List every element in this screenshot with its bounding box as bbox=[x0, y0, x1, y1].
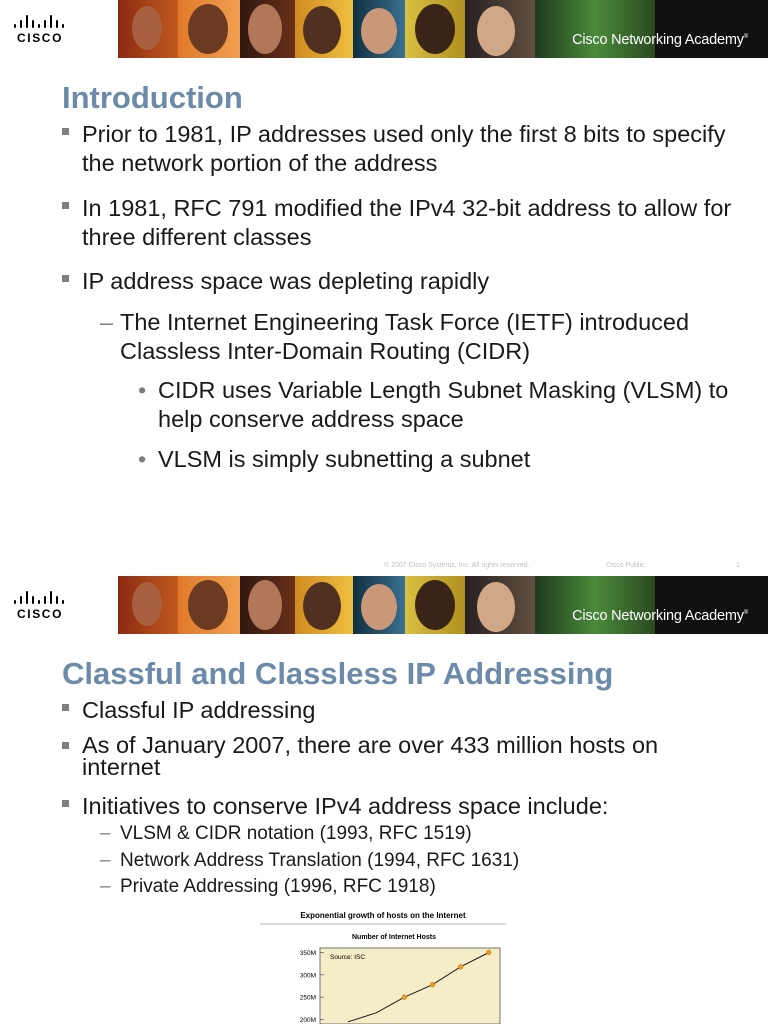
academy-label: Cisco Networking Academy bbox=[572, 32, 744, 48]
header-banner bbox=[0, 0, 768, 58]
banner-photo bbox=[295, 576, 353, 634]
banner-photo bbox=[240, 0, 295, 58]
footer-classification: Cisco Public bbox=[606, 562, 645, 569]
slide-title: Classful and Classless IP Addressing bbox=[62, 656, 614, 691]
header-banner bbox=[0, 576, 768, 634]
banner-photo bbox=[465, 0, 535, 58]
cisco-logo bbox=[0, 0, 118, 58]
y-tick-label: 200M bbox=[299, 1017, 316, 1024]
sub-bullet-item: – Network Address Translation (1994, RFC 1631) bbox=[100, 848, 519, 874]
cisco-wordmark: CISCO bbox=[17, 31, 64, 45]
academy-brand bbox=[528, 576, 768, 634]
square-bullet-icon bbox=[62, 202, 69, 209]
banner-photo bbox=[353, 0, 405, 58]
square-bullet-icon bbox=[62, 742, 69, 749]
bullet-item: Prior to 1981, IP addresses used only the first 8 bits to specify the network portion of the address bbox=[62, 120, 742, 178]
academy-label: Cisco Networking Academy bbox=[572, 608, 744, 624]
bullet-item: Classful IP addressing bbox=[62, 696, 742, 725]
bullet-item: Initiatives to conserve IPv4 address space include: bbox=[62, 792, 742, 821]
chart-canvas bbox=[258, 906, 508, 1024]
data-point bbox=[430, 982, 435, 987]
banner-photo bbox=[405, 0, 465, 58]
bullet-item: IP address space was depleting rapidly bbox=[62, 267, 742, 296]
footer-copyright: © 2007 Cisco Systems, Inc. All rights reserved. bbox=[384, 562, 530, 569]
academy-brand bbox=[528, 0, 768, 58]
chart-title: Exponential growth of hosts on the Internet bbox=[300, 911, 466, 920]
square-bullet-icon bbox=[62, 275, 69, 282]
banner-photo bbox=[178, 576, 240, 634]
y-tick-label: 300M bbox=[299, 972, 316, 980]
subsub-bullet-item: • CIDR uses Variable Length Subnet Masking (VLSM) to help conserve address space bbox=[138, 377, 729, 432]
banner-photo bbox=[178, 0, 240, 58]
dot-bullet-icon: • bbox=[138, 377, 147, 403]
page-number: 1 bbox=[736, 562, 740, 569]
banner-photo bbox=[118, 0, 178, 58]
chart-source-label: Source: ISC bbox=[330, 954, 366, 961]
banner-photo bbox=[465, 576, 535, 634]
y-tick-label: 350M bbox=[299, 949, 316, 957]
sub-bullet-item: – VLSM & CIDR notation (1993, RFC 1519) bbox=[100, 821, 472, 847]
square-bullet-icon bbox=[62, 128, 69, 135]
data-point bbox=[402, 995, 407, 1000]
slide-title: Introduction bbox=[62, 80, 243, 115]
y-tick-label: 250M bbox=[299, 994, 316, 1002]
banner-photo bbox=[240, 576, 295, 634]
registered-mark: ® bbox=[743, 610, 748, 617]
sub-bullet-item: – The Internet Engineering Task Force (IETF) introduced Classless Inter-Domain Routing (CIDR) bbox=[100, 309, 690, 364]
dash-bullet-icon: – bbox=[100, 850, 111, 871]
subsub-bullet-item: • VLSM is simply subnetting a subnet bbox=[138, 446, 531, 472]
cisco-bridge-icon bbox=[14, 14, 74, 28]
cisco-wordmark: CISCO bbox=[17, 607, 64, 621]
cisco-bridge-icon bbox=[14, 590, 74, 604]
data-point bbox=[458, 964, 463, 969]
slide-2 bbox=[0, 576, 768, 1024]
banner-photo bbox=[353, 576, 405, 634]
bullet-item: In 1981, RFC 791 modified the IPv4 32-bit address to allow for three different classes bbox=[62, 194, 742, 252]
dot-bullet-icon: • bbox=[138, 446, 147, 472]
cisco-logo bbox=[0, 576, 118, 634]
banner-photo bbox=[118, 576, 178, 634]
chart-subtitle: Number of Internet Hosts bbox=[351, 934, 437, 941]
registered-mark: ® bbox=[743, 34, 748, 41]
banner-photo bbox=[295, 0, 353, 58]
sub-bullet-item: – Private Addressing (1996, RFC 1918) bbox=[100, 874, 436, 900]
hosts-growth-chart bbox=[258, 906, 508, 1024]
square-bullet-icon bbox=[62, 800, 69, 807]
banner-photo bbox=[405, 576, 465, 634]
dash-bullet-icon: – bbox=[100, 876, 111, 897]
dash-bullet-icon: – bbox=[100, 823, 111, 844]
bullet-item: As of January 2007, there are over 433 million hosts on internet bbox=[62, 734, 742, 778]
data-point bbox=[486, 950, 491, 955]
square-bullet-icon bbox=[62, 704, 69, 711]
dash-bullet-icon: – bbox=[100, 309, 114, 335]
